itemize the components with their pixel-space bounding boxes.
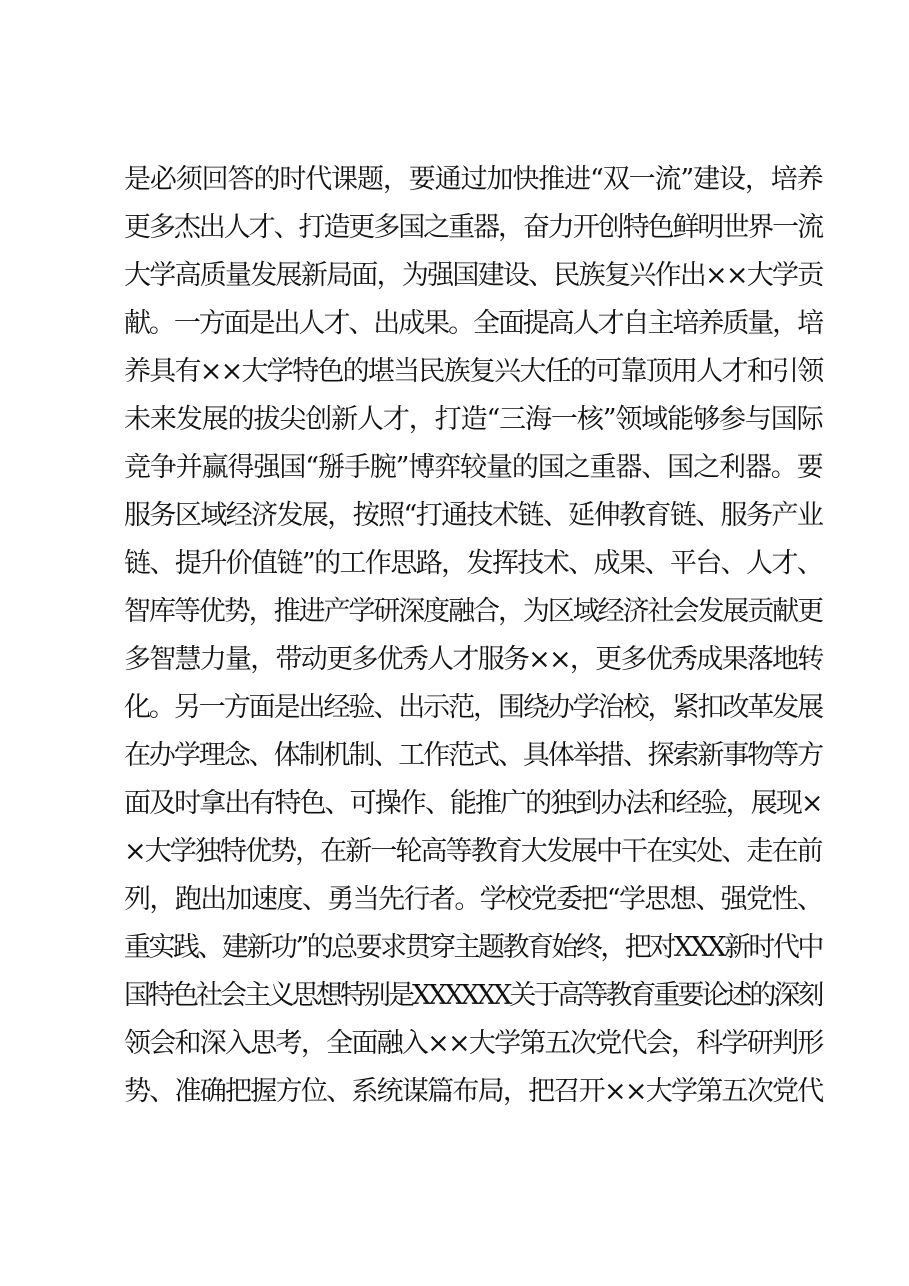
body-paragraph: [124, 156, 824, 1116]
text-line: 链、提升价值链”的工作思路，发挥技术、成果、平台、人才、: [124, 548, 823, 579]
text-line: 重实践、建新功”的总要求贯穿主题教育始终，把对XXX新时代中: [124, 932, 822, 963]
text-line: 竞争并赢得强国“掰手腕”博弈较量的国之重器、国之利器。要: [124, 452, 823, 483]
text-line: 势、准确把握方位、系统谋篇布局，把召开××大学第五次党代: [124, 1076, 823, 1107]
text-line: 未来发展的拔尖创新人才，打造“三海一核”领域能够参与国际: [124, 404, 823, 435]
text-line: ×大学独特优势，在新一轮高等教育大发展中干在实处、走在前: [124, 836, 822, 867]
text-line: 面及时拿出有特色、可操作、能推广的独到办法和经验，展现×: [124, 788, 822, 819]
text-line: 服务区域经济发展，按照“打通技术链、延伸教育链、服务产业: [124, 500, 823, 531]
text-line: 是必须回答的时代课题，要通过加快推进“双一流”建设，培养: [124, 164, 823, 195]
text-line: 化。另一方面是出经验、出示范，围绕办学治校，紧扣改革发展: [124, 692, 823, 723]
text-line: 国特色社会主义思想特别是XXXXXX关于高等教育重要论述的深刻: [124, 980, 822, 1011]
text-line: 列，跑出加速度、勇当先行者。学校党委把“学思想、强党性、: [124, 884, 823, 915]
text-line: 养具有××大学特色的堪当民族复兴大任的可靠顶用人才和引领: [124, 356, 823, 387]
text-line: 领会和深入思考，全面融入××大学第五次党代会，科学研判形: [124, 1028, 823, 1059]
text-line: 多智慧力量，带动更多优秀人才服务××，更多优秀成果落地转: [124, 644, 823, 675]
text-line: 更多杰出人才、打造更多国之重器，奋力开创特色鲜明世界一流: [124, 212, 823, 243]
text-line: 在办学理念、体制机制、工作范式、具体举措、探索新事物等方: [124, 740, 823, 771]
text-line: 智库等优势，推进产学研深度融合，为区域经济社会发展贡献更: [124, 596, 823, 627]
text-line: 献。一方面是出人才、出成果。全面提高人才自主培养质量，培: [124, 308, 823, 339]
text-line: 大学高质量发展新局面，为强国建设、民族复兴作出××大学贡: [124, 260, 823, 291]
